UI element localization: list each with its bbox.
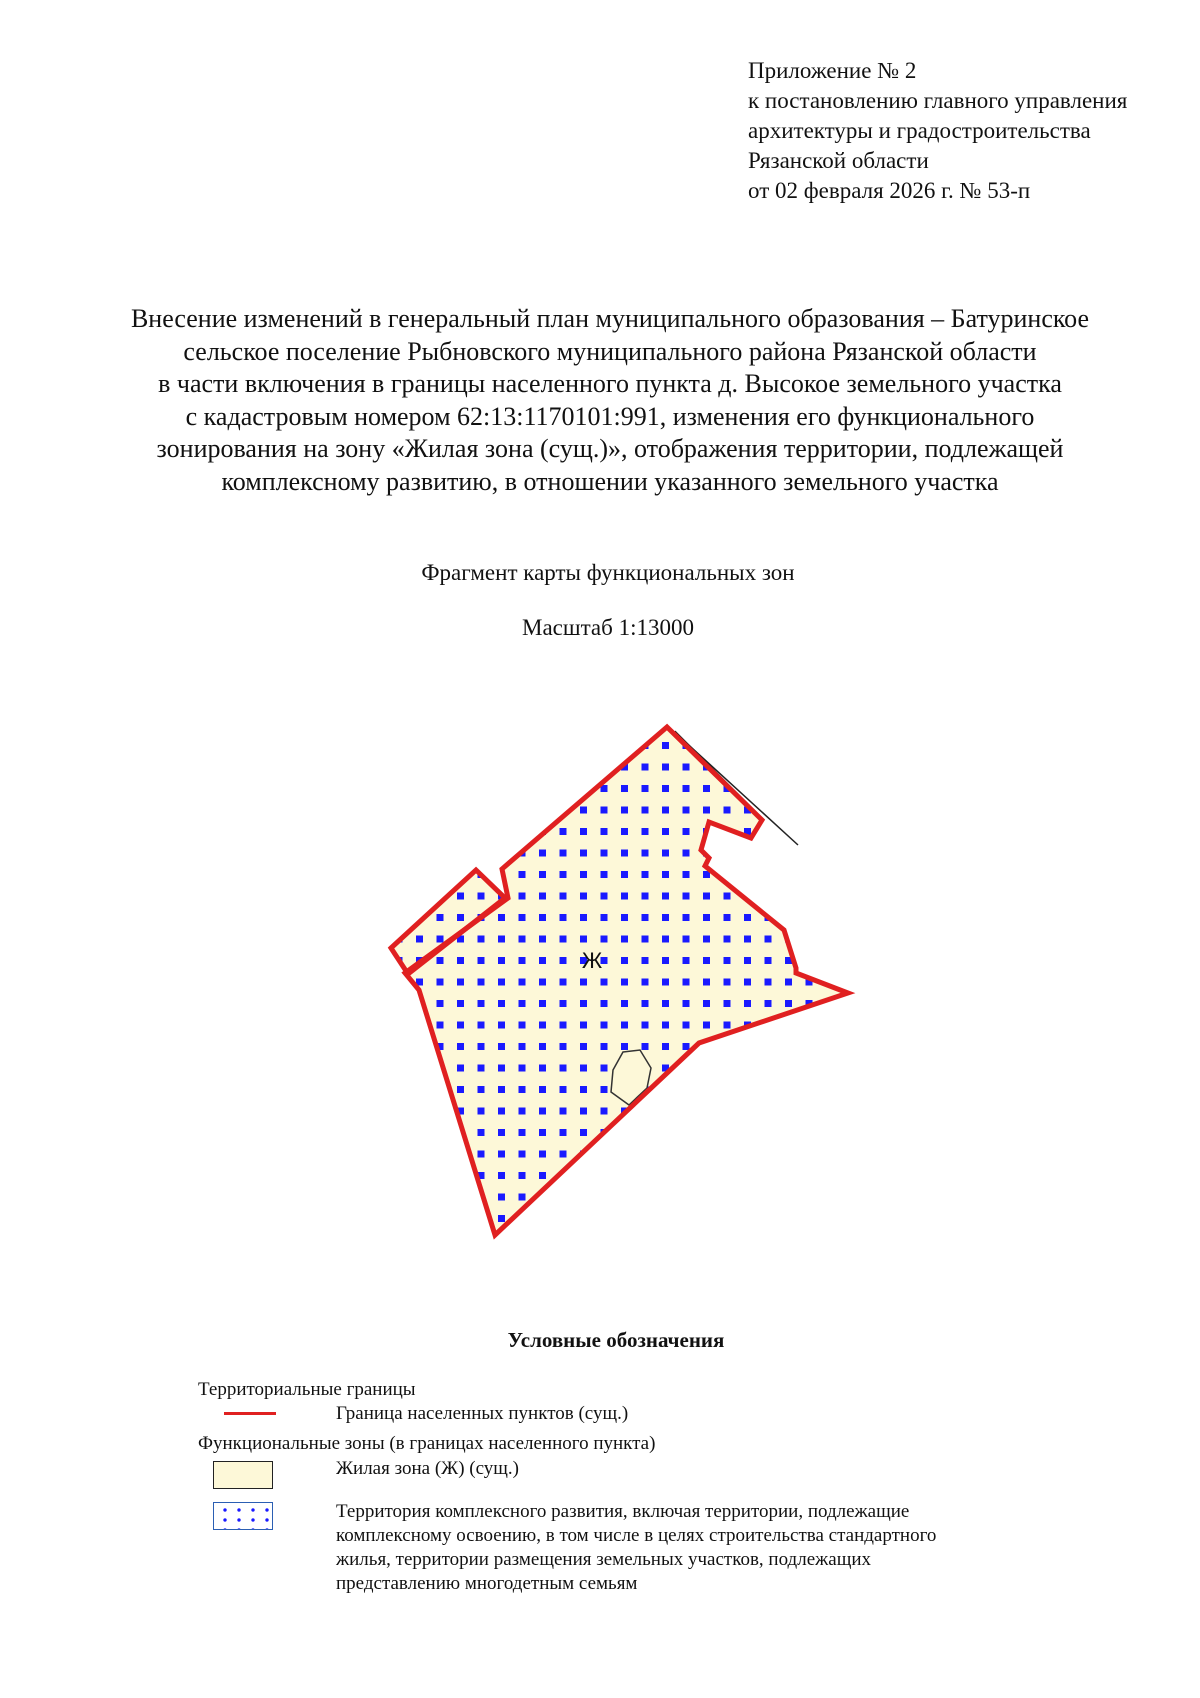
legend-group-title: Территориальные границы (198, 1379, 416, 1400)
title-line: Внесение изменений в генеральный план муниципального образования – Батуринское (130, 304, 1090, 333)
map-fragment-title: Фрагмент карты функциональных зон (421, 560, 795, 585)
legend-heading: Условные обозначения (507, 1328, 725, 1352)
zone-label: Ж (581, 948, 603, 973)
title-line: зонирования на зону «Жилая зона (сущ.)», отображения территории, подлежащей (156, 434, 1064, 463)
title-line: с кадастровым номером 62:13:1170101:991, изменения его функционального (185, 401, 1035, 431)
appendix-line: Рязанской области (748, 148, 929, 173)
title-line: комплексному развитию, в отношении указанного земельного участка (221, 466, 999, 496)
title-line: в части включения в границы населенного пункта д. Высокое земельного участка (158, 369, 1062, 398)
legend-item-label-line: представлению многодетным семьям (336, 1573, 638, 1594)
appendix-line: к постановлению главного управления (748, 88, 1128, 113)
appendix-line: от 02 февраля 2026 г. № 53-п (748, 178, 1031, 203)
legend-group-title: Функциональные зоны (в границах населенного пункта) (198, 1433, 656, 1454)
appendix-line: Приложение № 2 (748, 58, 917, 83)
legend-item-label-line: комплексному освоению, в том числе в целях строительства стандартного (336, 1525, 937, 1546)
legend-item-label-line: жилья, территории размещения земельных участков, подлежащих (336, 1549, 871, 1570)
residential-zone-symbol (213, 1461, 273, 1489)
appendix-line: архитектуры и градостроительства (748, 118, 1091, 143)
development-territory-symbol (213, 1502, 273, 1530)
legend-item-label: Граница населенных пунктов (сущ.) (336, 1403, 629, 1424)
legend-item-label: Жилая зона (Ж) (сущ.) (336, 1458, 519, 1479)
title-line: сельское поселение Рыбновского муниципального района Рязанской области (183, 336, 1037, 366)
legend-item-label-line: Территория комплексного развития, включая территории, подлежащие (336, 1501, 910, 1522)
boundary-line-symbol (224, 1412, 276, 1415)
map-scale: Масштаб 1:13000 (522, 615, 694, 640)
